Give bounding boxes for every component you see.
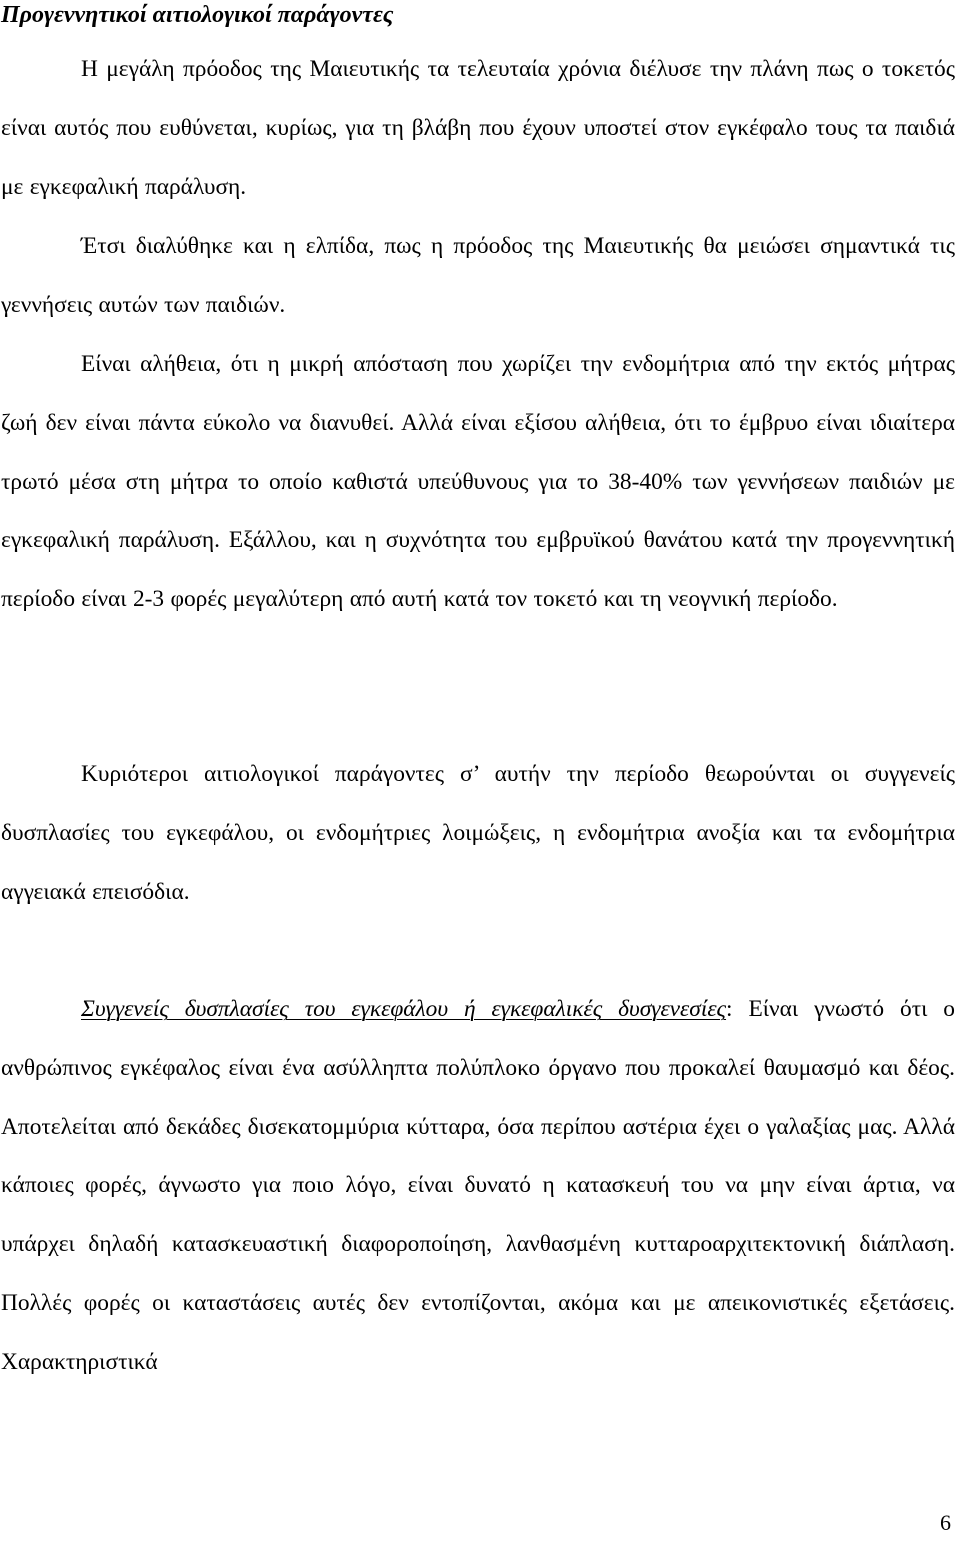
term-colon: : — [726, 996, 733, 1022]
paragraph-intro: Η μεγάλη πρόοδος της Μαιευτικής τα τελευταία χρόνια διέλυσε την πλάνη πως ο τοκετός είναι αυτός που ευθύνεται, κυρίως, για τη βλάβη που έχουν υποστεί στον εγκέφαλο τους τα παιδιά με εγκεφαλική παράλυση. — [1, 56, 955, 200]
paragraph-main-factors: Κυριότεροι αιτιολογικοί παράγοντες σ’ αυτήν την περίοδο θεωρούνται οι συγγενείς δυσπλασίες του εγκεφάλου, οι ενδομήτριες λοιμώξεις, η ενδομήτρια ανοξία και τα ενδομήτρια αγγειακά επεισόδια. — [1, 761, 955, 905]
paragraph-truth: Είναι αλήθεια, ότι η μικρή απόσταση που χωρίζει την ενδομήτρια από την εκτός μήτρας ζωή δεν είναι πάντα εύκολο να διανυθεί. Αλλά είναι εξίσου αλήθεια, ότι το έμβρυο είναι ιδιαίτερα τρωτό μέσα στη μήτρα το οποίο καθιστά υπεύθυνους για το 38-40% των γεννήσεων παιδιών με εγκεφαλική παράλυση. Εξάλλου, και η συχνότητα του εμβρυϊκού θανάτου κατά την προγεννητική περίοδο είναι 2-3 φορές μεγαλύτερη από αυτή κατά τον τοκετό και τη νεογνική περίοδο. — [1, 351, 955, 613]
paragraph-malformations — [1, 980, 955, 1392]
section-heading: Προγεννητικοί αιτιολογικοί παράγοντες — [1, 2, 394, 28]
page-number: 6 — [940, 1510, 951, 1535]
paragraph-hope: Έτσι διαλύθηκε και η ελπίδα, πως η πρόοδος της Μαιευτικής θα μειώσει σημαντικά τις γεννήσεις αυτών των παιδιών. — [1, 233, 955, 318]
malformations-term: Συγγενείς δυσπλασίες του εγκεφάλου ή εγκεφαλικές δυσγενεσίες — [81, 996, 727, 1022]
malformations-body: Είναι γνωστό ότι ο ανθρώπινος εγκέφαλος είναι ένα ασύλληπτα πολύπλοκο όργανο που προκαλεί θαυμασμό και δέος. Αποτελείται από δεκάδες δισεκατομμύρια κύτταρα, όσα περίπου αστέρια έχει ο γαλαξίας μας. Αλλά κάποιες φορές, άγνωστο για ποιο λόγο, είναι δυνατό η κατασκευή του να μην είναι άρτια, να υπάρχει δηλαδή κατασκευαστική διαφοροποίηση, λανθασμένη κυτταροαρχιτεκτονική διάπλαση. Πολλές φορές οι καταστάσεις αυτές δεν εντοπίζονται, ακόμα και με απεικονιστικές εξετάσεις. Χαρακτηριστικά — [1, 996, 955, 1375]
